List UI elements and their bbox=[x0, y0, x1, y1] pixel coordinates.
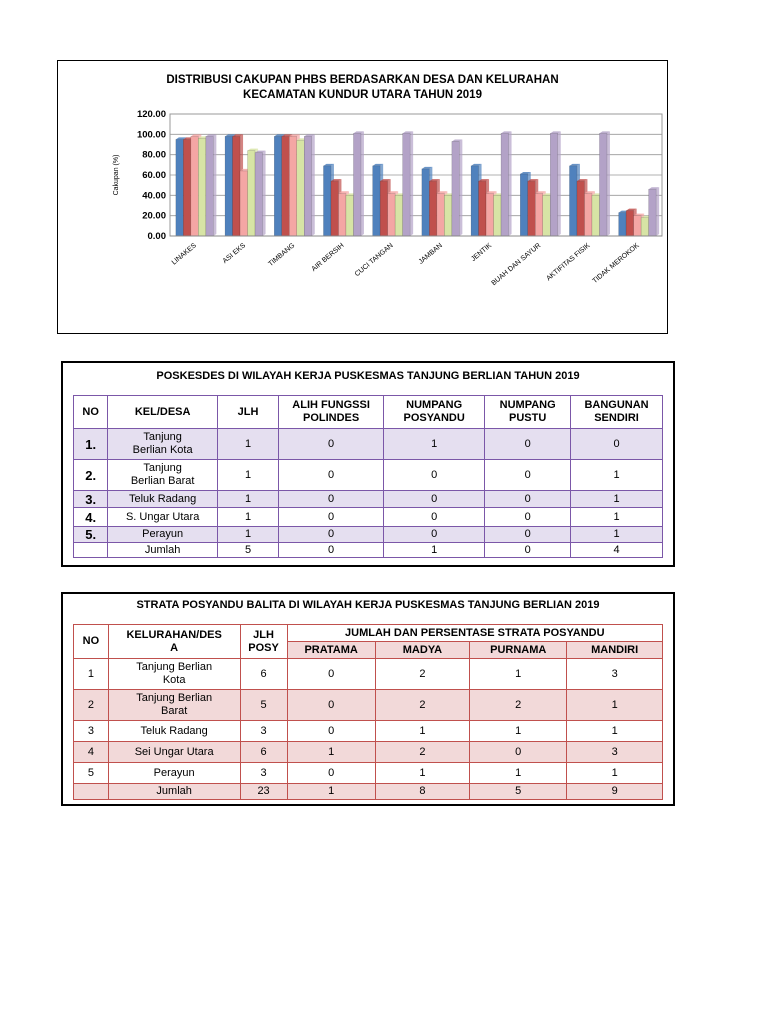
poskesdes-panel bbox=[61, 361, 675, 567]
bar bbox=[592, 195, 600, 236]
bar bbox=[176, 139, 184, 236]
table-row bbox=[74, 742, 663, 763]
row-posy: 0 bbox=[384, 508, 485, 527]
kel-line2: Berlian Barat bbox=[130, 475, 195, 487]
row-mandiri: 1 bbox=[567, 690, 663, 721]
row-alih: 0 bbox=[279, 460, 384, 491]
bar bbox=[494, 195, 502, 236]
total-alih: 0 bbox=[279, 543, 384, 558]
row-jlh: 6 bbox=[240, 659, 287, 690]
row-posy: 0 bbox=[384, 491, 485, 508]
bar bbox=[403, 133, 411, 236]
row-posy: 0 bbox=[384, 460, 485, 491]
x-tick-label: TIMBANG bbox=[267, 242, 297, 269]
row-kel-desa bbox=[108, 429, 218, 460]
header-mandiri: MANDIRI bbox=[567, 642, 663, 659]
bar bbox=[338, 193, 346, 236]
table-row bbox=[74, 508, 663, 527]
y-axis-label: Cakupan (%) bbox=[113, 154, 120, 196]
bar-chart bbox=[58, 61, 666, 331]
bar bbox=[297, 140, 305, 236]
chart-title-line1: DISTRIBUSI CAKUPAN PHBS BERDASARKAN DESA DAN KELURAHAN bbox=[166, 74, 559, 86]
row-kel-desa: S. Ungar Utara bbox=[108, 508, 218, 527]
row-jlh: 1 bbox=[217, 491, 278, 508]
header-pratama: PRATAMA bbox=[287, 642, 375, 659]
poskesdes-title: POSKESDES DI WILAYAH KERJA PUSKESMAS TANJUNG BERLIAN TAHUN 2019 bbox=[156, 370, 580, 382]
row-madya: 2 bbox=[375, 742, 470, 763]
row-bang: 1 bbox=[571, 527, 663, 543]
row-jlh: 1 bbox=[217, 508, 278, 527]
bar bbox=[520, 174, 528, 236]
bar bbox=[479, 181, 487, 236]
table-row bbox=[74, 690, 663, 721]
row-madya: 1 bbox=[375, 721, 470, 742]
table-row bbox=[74, 659, 663, 690]
header-numpang-posyandu bbox=[384, 396, 485, 429]
header-bangunan-sendiri bbox=[571, 396, 663, 429]
poskesdes-table bbox=[73, 395, 663, 558]
chart-title-line2: KECAMATAN KUNDUR UTARA TAHUN 2019 bbox=[243, 89, 482, 101]
bar bbox=[255, 153, 262, 236]
total-label: Jumlah bbox=[108, 543, 218, 558]
bar bbox=[501, 133, 509, 236]
bar bbox=[649, 189, 657, 236]
bar bbox=[331, 181, 339, 236]
row-mandiri: 1 bbox=[567, 721, 663, 742]
total-bang: 4 bbox=[571, 543, 663, 558]
x-tick-label: LINAKES bbox=[170, 242, 198, 267]
kel-line2: Kota bbox=[162, 674, 186, 686]
x-tick-label: BUAH DAN SAYUR bbox=[490, 242, 543, 288]
x-tick-label: AKTIFITAS FISIK bbox=[545, 242, 592, 283]
bar-side bbox=[558, 131, 561, 236]
bar bbox=[289, 136, 297, 236]
bar bbox=[183, 139, 191, 236]
row-jlh: 3 bbox=[240, 763, 287, 784]
row-jlh: 6 bbox=[240, 742, 287, 763]
table-row bbox=[74, 763, 663, 784]
table-row bbox=[74, 491, 663, 508]
row-pratama: 0 bbox=[287, 659, 375, 690]
row-bang: 1 bbox=[571, 460, 663, 491]
y-tick-label: 40.00 bbox=[142, 190, 166, 202]
bar bbox=[543, 195, 551, 236]
row-jlh: 1 bbox=[217, 460, 278, 491]
bar bbox=[225, 136, 233, 236]
table-row bbox=[74, 429, 663, 460]
header-jlh-line2: POSY bbox=[248, 641, 279, 654]
row-alih: 0 bbox=[279, 429, 384, 460]
row-no: 2. bbox=[74, 460, 108, 491]
bar-side bbox=[213, 134, 216, 236]
header-posy-line1: NUMPANG bbox=[406, 399, 463, 411]
y-tick-label: 60.00 bbox=[142, 170, 166, 181]
row-madya: 2 bbox=[375, 690, 470, 721]
y-tick-label: 0.00 bbox=[147, 231, 166, 242]
total-pustu: 0 bbox=[485, 543, 571, 558]
bar bbox=[248, 151, 256, 236]
bar-side bbox=[263, 151, 266, 236]
row-pratama: 0 bbox=[287, 690, 375, 721]
total-posy: 1 bbox=[384, 543, 485, 558]
header-pustu-line2: PUSTU bbox=[509, 412, 547, 424]
row-kelurahan: Sei Ungar Utara bbox=[108, 742, 240, 763]
row-kelurahan bbox=[108, 690, 240, 721]
header-bang-line1: BANGUNAN bbox=[584, 399, 649, 411]
bar bbox=[240, 171, 248, 236]
kel-line1: Tanjung Berlian bbox=[136, 692, 213, 704]
row-jlh: 1 bbox=[217, 429, 278, 460]
row-jlh: 3 bbox=[240, 721, 287, 742]
bar bbox=[437, 193, 445, 236]
x-tick-label: ASI EKS bbox=[221, 242, 248, 266]
header-kel-line2: A bbox=[170, 641, 179, 654]
header-kel-desa: KEL/DESA bbox=[108, 396, 218, 429]
y-tick-label: 80.00 bbox=[142, 149, 166, 161]
strata-posyandu-table bbox=[73, 624, 663, 800]
y-tick-label: 120.00 bbox=[136, 109, 166, 120]
bar bbox=[282, 136, 290, 236]
bar bbox=[535, 193, 543, 236]
row-pustu: 0 bbox=[485, 491, 571, 508]
bar bbox=[304, 136, 312, 236]
row-no: 4. bbox=[74, 508, 108, 527]
bar bbox=[191, 136, 199, 236]
bar bbox=[429, 181, 437, 236]
bar-side bbox=[509, 131, 512, 236]
bar bbox=[395, 195, 403, 236]
kel-line1: Tanjung Berlian bbox=[136, 661, 213, 673]
row-pratama: 0 bbox=[287, 763, 375, 784]
bar bbox=[569, 166, 577, 236]
bar bbox=[422, 169, 430, 236]
table-row bbox=[74, 460, 663, 491]
total-purnama: 5 bbox=[470, 784, 567, 800]
row-no: 3 bbox=[74, 721, 109, 742]
header-pustu-line1: NUMPANG bbox=[499, 399, 556, 411]
bar bbox=[641, 218, 649, 236]
header-alih-line2: POLINDES bbox=[302, 412, 360, 424]
bar-side bbox=[361, 131, 364, 236]
row-no: 1 bbox=[74, 659, 109, 690]
table-row bbox=[74, 721, 663, 742]
bar-side bbox=[607, 131, 610, 236]
row-pustu: 0 bbox=[485, 429, 571, 460]
header-numpang-pustu bbox=[485, 396, 571, 429]
row-kel-desa: Teluk Radang bbox=[108, 491, 218, 508]
row-kelurahan: Perayun bbox=[108, 763, 240, 784]
row-pratama: 1 bbox=[287, 742, 375, 763]
row-posy: 0 bbox=[384, 527, 485, 543]
row-alih: 0 bbox=[279, 508, 384, 527]
bar bbox=[380, 181, 388, 236]
bar bbox=[373, 166, 381, 236]
row-no: 3. bbox=[74, 491, 108, 508]
bar-side bbox=[459, 139, 462, 236]
bar bbox=[353, 133, 361, 236]
total-mandiri: 9 bbox=[567, 784, 663, 800]
bar bbox=[528, 181, 536, 236]
row-no: 1. bbox=[74, 429, 108, 460]
header-jlh-line1: JLH bbox=[253, 628, 274, 641]
bar bbox=[198, 138, 206, 236]
header-no: NO bbox=[74, 625, 109, 659]
total-no bbox=[74, 784, 109, 800]
bar bbox=[619, 213, 627, 236]
x-tick-label: AIR BERSIH bbox=[310, 242, 346, 274]
header-kelurahan bbox=[108, 625, 240, 659]
row-pratama: 0 bbox=[287, 721, 375, 742]
row-mandiri: 3 bbox=[567, 659, 663, 690]
bar bbox=[274, 136, 282, 236]
bar bbox=[626, 211, 634, 236]
row-kelurahan: Teluk Radang bbox=[108, 721, 240, 742]
row-no: 2 bbox=[74, 690, 109, 721]
row-madya: 2 bbox=[375, 659, 470, 690]
header-purnama: PURNAMA bbox=[470, 642, 567, 659]
header-madya: MADYA bbox=[375, 642, 470, 659]
bar bbox=[550, 133, 558, 236]
bar bbox=[233, 136, 241, 236]
bar bbox=[599, 133, 607, 236]
row-bang: 1 bbox=[571, 508, 663, 527]
bar bbox=[346, 195, 354, 236]
row-no: 5. bbox=[74, 527, 108, 543]
y-tick-label: 100.00 bbox=[136, 129, 166, 141]
strata-posyandu-panel bbox=[61, 592, 675, 806]
total-row bbox=[74, 543, 663, 558]
row-bang: 1 bbox=[571, 491, 663, 508]
row-pustu: 0 bbox=[485, 460, 571, 491]
row-alih: 0 bbox=[279, 527, 384, 543]
row-kelurahan bbox=[108, 659, 240, 690]
row-jlh: 1 bbox=[217, 527, 278, 543]
bar-side bbox=[410, 131, 413, 236]
row-purnama: 0 bbox=[470, 742, 567, 763]
table-row bbox=[74, 527, 663, 543]
row-bang: 0 bbox=[571, 429, 663, 460]
total-pratama: 1 bbox=[287, 784, 375, 800]
x-tick-label: TIDAK MEROKOK bbox=[591, 242, 641, 286]
total-jlh: 23 bbox=[240, 784, 287, 800]
bar-side bbox=[312, 134, 315, 236]
row-purnama: 1 bbox=[470, 721, 567, 742]
row-purnama: 1 bbox=[470, 659, 567, 690]
chart-panel bbox=[57, 60, 668, 334]
x-tick-label: JAMBAN bbox=[417, 242, 444, 266]
header-posy-line2: POSYANDU bbox=[403, 412, 465, 424]
bar bbox=[471, 166, 479, 236]
x-tick-label: CUCI TANGAN bbox=[353, 242, 395, 279]
row-kel-desa bbox=[108, 460, 218, 491]
row-no: 4 bbox=[74, 742, 109, 763]
y-tick-label: 20.00 bbox=[142, 210, 166, 222]
strata-title: STRATA POSYANDU BALITA DI WILAYAH KERJA PUSKESMAS TANJUNG BERLIAN 2019 bbox=[136, 599, 600, 611]
row-madya: 1 bbox=[375, 763, 470, 784]
bar bbox=[634, 216, 642, 236]
bar-side bbox=[656, 187, 659, 236]
kel-line1: Tanjung bbox=[143, 462, 182, 474]
row-alih: 0 bbox=[279, 491, 384, 508]
row-mandiri: 1 bbox=[567, 763, 663, 784]
row-mandiri: 3 bbox=[567, 742, 663, 763]
bar bbox=[444, 195, 452, 236]
x-tick-label: JENTIK bbox=[470, 242, 494, 264]
row-posy: 1 bbox=[384, 429, 485, 460]
row-no: 5 bbox=[74, 763, 109, 784]
row-pustu: 0 bbox=[485, 527, 571, 543]
total-madya: 8 bbox=[375, 784, 470, 800]
total-jlh: 5 bbox=[217, 543, 278, 558]
header-no: NO bbox=[74, 396, 108, 429]
total-no bbox=[74, 543, 108, 558]
kel-line1: Tanjung bbox=[143, 431, 182, 443]
row-pustu: 0 bbox=[485, 508, 571, 527]
bar bbox=[577, 181, 585, 236]
header-kel-line1: KELURAHAN/DES bbox=[126, 628, 222, 641]
header-strata-group: JUMLAH DAN PERSENTASE STRATA POSYANDU bbox=[287, 625, 662, 642]
total-row bbox=[74, 784, 663, 800]
header-jlh: JLH bbox=[217, 396, 278, 429]
row-kel-desa: Perayun bbox=[108, 527, 218, 543]
header-alih-line1: ALIH FUNGSSI bbox=[292, 399, 370, 411]
bar bbox=[206, 136, 214, 236]
bar bbox=[323, 166, 331, 236]
kel-line2: Berlian Kota bbox=[132, 444, 193, 456]
header-bang-line2: SENDIRI bbox=[594, 412, 639, 424]
row-purnama: 1 bbox=[470, 763, 567, 784]
bar bbox=[486, 193, 494, 236]
row-jlh: 5 bbox=[240, 690, 287, 721]
kel-line2: Barat bbox=[161, 705, 188, 717]
header-jlh-posy bbox=[240, 625, 287, 659]
total-label: Jumlah bbox=[108, 784, 240, 800]
row-purnama: 2 bbox=[470, 690, 567, 721]
bar bbox=[584, 193, 592, 236]
header-alih-fungsi bbox=[279, 396, 384, 429]
bar bbox=[452, 141, 460, 236]
bar bbox=[388, 193, 396, 236]
